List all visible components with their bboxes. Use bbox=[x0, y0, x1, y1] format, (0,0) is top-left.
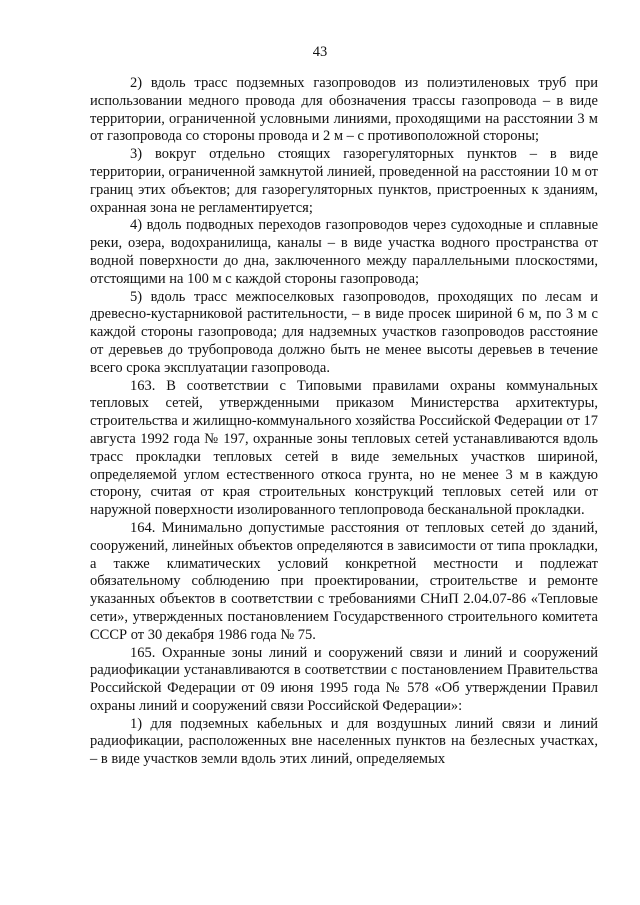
paragraph-clause-164: 164. Минимально допустимые расстояния от тепловых сетей до зданий, сооружений, линейных объектов определяются в зависимости от типа прокладки, а также климатических условий конкретной местности и подлежат обязательному соблюдению при проектировании, строительстве и ремонте указанных объектов в соответствии с требованиями СНиП 2.04.07-86 «Тепловые сети», утвержденных постановлением Государственного строительного комитета СССР от 30 декабря 1986 года № 75. bbox=[90, 519, 598, 643]
paragraph-item-3: 3) вокруг отдельно стоящих газорегуляторных пунктов – в виде территории, ограниченной замкнутой линией, проведенной на расстоянии 10 м от границ этих объектов; для газорегуляторных пунктов, пристроенных к зданиям, охранная зона не регламентируется; bbox=[90, 146, 598, 216]
page-number: 43 bbox=[312, 44, 328, 60]
paragraph-item-2: 2) вдоль трасс подземных газопроводов из полиэтиленовых труб при использовании медного провода для обозначения трассы газопровода – в виде территории, ограниченной условными линиями, проходящими на расстоянии 3 м от газопровода со стороны провода и 2 м – с противоположной стороны; bbox=[90, 75, 598, 145]
paragraph-item-1: 1) для подземных кабельных и для воздушных линий связи и линий радиофикации, расположенных вне населенных пунктов на безлесных участках, – в виде участков земли вдоль этих линий, определяемых bbox=[90, 715, 598, 768]
document-body bbox=[90, 75, 598, 769]
paragraph-item-5: 5) вдоль трасс межпоселковых газопроводов, проходящих по лесам и древесно-кустарниковой растительности, – в виде просек шириной 6 м, по 3 м с каждой стороны газопровода; для надземных участков газопроводов расстояние от деревьев до трубопровода должно быть не менее высоты деревьев в течение всего срока эксплуатации газопровода. bbox=[90, 288, 598, 376]
paragraph-item-4: 4) вдоль подводных переходов газопроводов через судоходные и сплавные реки, озера, водохранилища, каналы – в виде участка водного пространства от водной поверхности до дна, заключенного между параллельными плоскостями, отстоящими на 100 м с каждой стороны газопровода; bbox=[90, 217, 598, 287]
paragraph-clause-165: 165. Охранные зоны линий и сооружений связи и линий и сооружений радиофикации устанавливаются в соответствии с постановлением Правительства Российской Федерации от 09 июня 1995 года № 578 «Об утверждении Правил охраны линий и сооружений связи Российской Федерации»: bbox=[90, 644, 598, 714]
paragraph-clause-163: 163. В соответствии с Типовыми правилами охраны коммунальных тепловых сетей, утвержденными приказом Министерства архитектуры, строительства и жилищно-коммунального хозяйства Российской Федерации от 17 августа 1992 года № 197, охранные зоны тепловых сетей устанавливаются вдоль трасс прокладки тепловых сетей в виде земельных участков шириной, определяемой углом естественного откоса грунта, но не менее 3 м в каждую сторону, считая от края строительных конструкций тепловых сетей или от наружной поверхности изолированного теплопровода бесканальной прокладки. bbox=[90, 377, 598, 519]
